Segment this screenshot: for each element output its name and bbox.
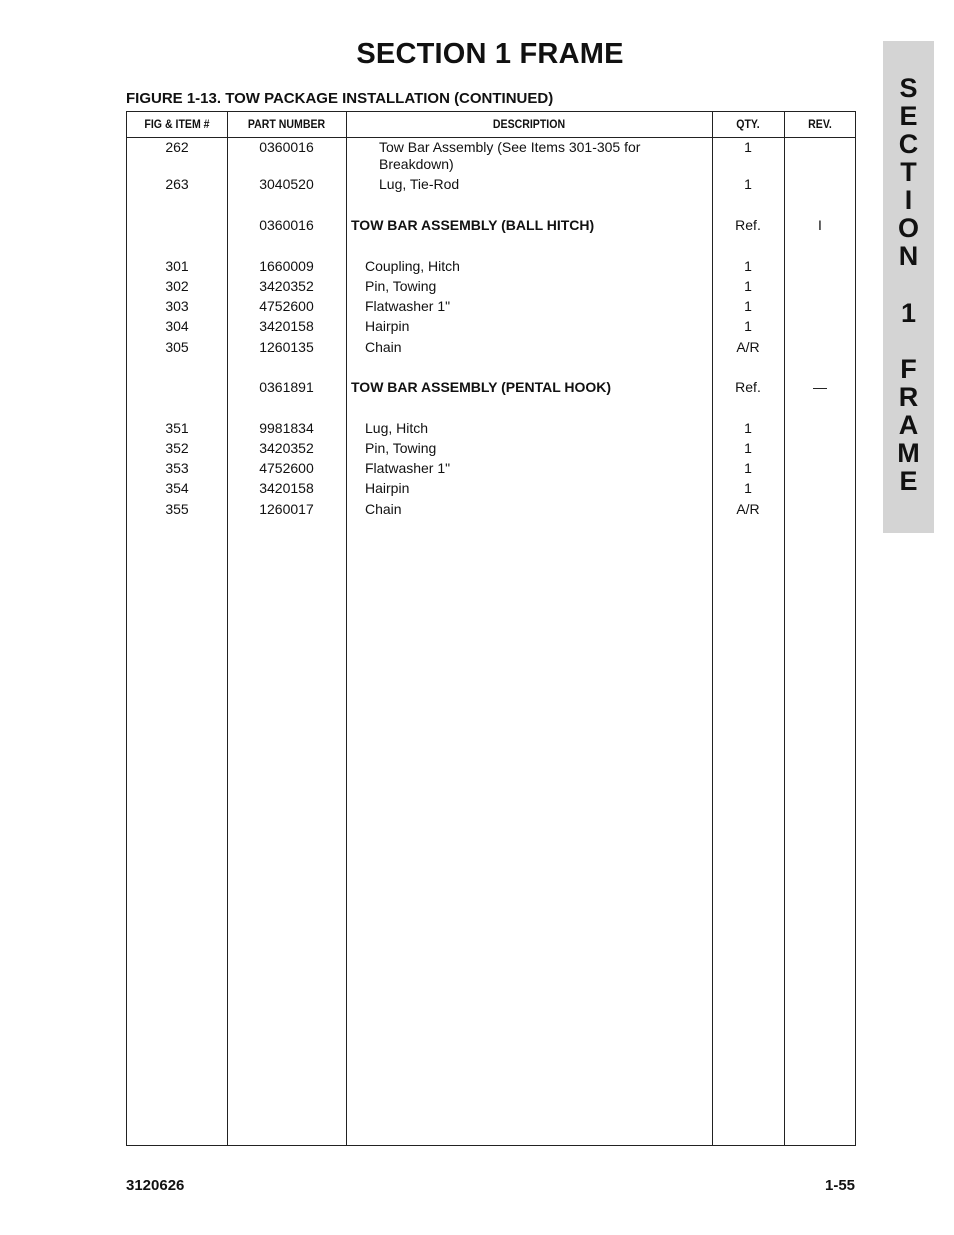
page-number: 1-55 [825,1177,856,1194]
description-cell: Pin, Towing [365,278,437,294]
side-tab-letter: N [898,241,919,271]
section-side-tab [883,41,934,533]
description-cell: Chain [365,339,402,355]
column-divider [784,112,785,1145]
qty-cell: 1 [744,480,752,496]
description-cell: Hairpin [365,480,410,496]
part-number-cell: 3420352 [259,440,314,456]
part-number-cell: 0360016 [259,139,314,155]
qty-cell: A/R [736,339,760,355]
description-cell: Pin, Towing [365,440,437,456]
qty-cell: 1 [744,440,752,456]
side-tab-letter: C [898,129,919,159]
qty-cell: A/R [736,501,760,517]
side-tab-letter: O [897,213,919,243]
description-cell: TOW BAR ASSEMBLY (BALL HITCH) [351,217,595,233]
part-number-cell: 3420158 [259,318,314,334]
part-number-cell: 4752600 [259,298,314,314]
qty-cell: 1 [744,298,752,314]
rev-cell: I [818,217,822,233]
item-number-cell: 262 [165,139,189,155]
description-cell: Coupling, Hitch [365,258,460,274]
part-number-cell: 9981834 [259,420,314,436]
description-cell: TOW BAR ASSEMBLY (PENTAL HOOK) [351,379,612,395]
qty-cell: 1 [744,278,752,294]
header-description: DESCRIPTION [492,117,566,131]
header-rev: REV. [808,117,832,131]
part-number-cell: 1660009 [259,258,314,274]
item-number-cell: 352 [165,440,189,456]
header-qty: QTY. [736,117,760,131]
item-number-cell: 354 [165,480,189,496]
part-number-cell: 4752600 [259,460,314,476]
description-cell: Flatwasher 1" [365,460,451,476]
qty-cell: 1 [744,420,752,436]
document-number: 3120626 [126,1177,185,1194]
item-number-cell: 302 [165,278,189,294]
item-number-cell: 304 [165,318,189,334]
item-number-cell: 353 [165,460,189,476]
item-number-cell: 303 [165,298,189,314]
part-number-cell: 3040520 [259,176,314,192]
qty-cell: Ref. [735,217,761,233]
side-tab-letter: E [899,101,918,131]
description-cell: Lug, Tie-Rod [379,176,460,192]
item-number-cell: 355 [165,501,189,517]
qty-cell: 1 [744,176,752,192]
description-cell: Hairpin [365,318,410,334]
qty-cell: 1 [744,460,752,476]
figure-title: FIGURE 1-13. TOW PACKAGE INSTALLATION (CONTINUED) [126,90,554,107]
header-fig-item: FIG & ITEM # [144,117,210,131]
part-number-cell: 1260017 [259,501,314,517]
part-number-cell: 3420158 [259,480,314,496]
qty-cell: 1 [744,139,752,155]
side-tab-letter: M [897,438,920,468]
qty-cell: Ref. [735,379,761,395]
side-tab-letter: 1 [900,298,917,328]
side-tab-letter: I [904,185,913,215]
item-number-cell: 305 [165,339,189,355]
qty-cell: 1 [744,258,752,274]
item-number-cell: 301 [165,258,189,274]
description-cell: Tow Bar Assembly (See Items 301-305 for Breakdown) [379,139,641,172]
part-number-cell: 3420352 [259,278,314,294]
side-tab-letter: E [899,466,918,496]
parts-table [126,111,856,1146]
part-number-cell: 1260135 [259,339,314,355]
column-divider [346,112,347,1145]
description-cell: Lug, Hitch [365,420,429,436]
part-number-cell: 0360016 [259,217,314,233]
side-tab-letter: A [898,410,919,440]
description-cell: Flatwasher 1" [365,298,451,314]
item-number-cell: 263 [165,176,189,192]
header-part-number: PART NUMBER [247,117,326,131]
part-number-cell: 0361891 [259,379,314,395]
side-tab-letter: S [899,73,918,103]
side-tab-letter: R [898,382,919,412]
qty-cell: 1 [744,318,752,334]
rev-cell: — [813,379,827,395]
item-number-cell: 351 [165,420,189,436]
header-divider [127,137,855,138]
side-tab-letter: T [900,157,917,187]
page-title: SECTION 1 FRAME [356,38,624,70]
description-cell: Chain [365,501,402,517]
side-tab-letter: F [900,354,917,384]
